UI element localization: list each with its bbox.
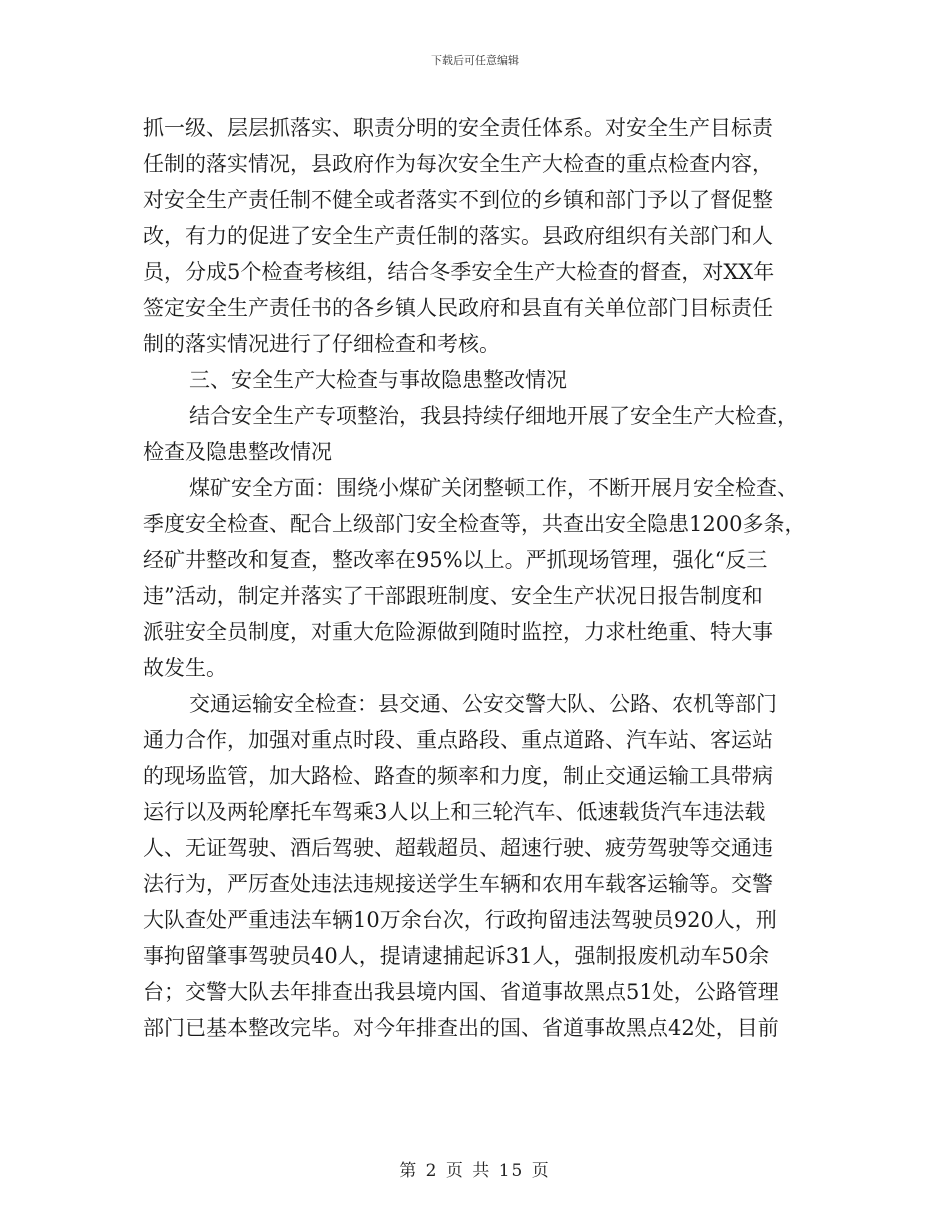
text-line: 交通运输安全检查：县交通、公安交警大队、公路、农机等部门: [189, 692, 777, 716]
text-line: 法行为，严厉查处违法违规接送学生车辆和农用车载客运输等。交警: [143, 872, 773, 896]
text-line: 结合安全生产专项整治，我县持续仔细地开展了安全生产大检查，: [189, 404, 798, 428]
text-line: 煤矿安全方面：围绕小煤矿关闭整顿工作，不断开展月安全检查、: [189, 476, 798, 500]
text-line: 三、安全生产大检查与事故隐患整改情况: [189, 368, 567, 392]
text-line: 经矿井整改和复查，整改率在95%以上。严抓现场管理，强化“反三: [143, 548, 768, 572]
text-line: 故发生。: [143, 656, 227, 680]
text-line: 人、无证驾驶、酒后驾驶、超载超员、超速行驶、疲劳驾驶等交通违: [143, 836, 773, 860]
text-line: 部门已基本整改完毕。对今年排查出的国、省道事故黑点42处，目前: [143, 1016, 779, 1040]
text-line: 检查及隐患整改情况: [143, 440, 332, 464]
text-line: 违”活动，制定并落实了干部跟班制度、安全生产状况日报告制度和: [143, 584, 763, 608]
text-line: 员，分成5个检查考核组，结合冬季安全生产大检查的督查，对XX年: [143, 260, 775, 284]
text-line: 签定安全生产责任书的各乡镇人民政府和县直有关单位部门目标责任: [143, 296, 773, 320]
document-body: [143, 110, 815, 1046]
text-line: 台；交警大队去年排查出我县境内国、省道事故黑点51处，公路管理: [143, 980, 779, 1004]
text-line: 抓一级、层层抓落实、职责分明的安全责任体系。对安全生产目标责: [143, 116, 773, 140]
text-line: 通力合作，加强对重点时段、重点路段、重点道路、汽车站、客运站: [143, 728, 773, 752]
text-line: 对安全生产责任制不健全或者落实不到位的乡镇和部门予以了督促整: [143, 188, 773, 212]
text-line: 制的落实情况进行了仔细检查和考核。: [143, 332, 500, 356]
page-footer: 第 2 页 共 15 页: [399, 1161, 551, 1181]
text-line: 事拘留肇事驾驶员40人，提请逮捕起诉31人，强制报废机动车50余: [143, 944, 770, 968]
text-line: 季度安全检查、配合上级部门安全检查等，共查出安全隐患1200多条，: [143, 512, 806, 536]
text-line: 大队查处严重违法车辆10万余台次，行政拘留违法驾驶员920人，刑: [143, 908, 777, 932]
text-line: 改，有力的促进了安全生产责任制的落实。县政府组织有关部门和人: [143, 224, 773, 248]
text-line: 运行以及两轮摩托车驾乘3人以上和三轮汽车、低速载货汽车违法载: [143, 800, 766, 824]
text-line: 任制的落实情况，县政府作为每次安全生产大检查的重点检查内容，: [143, 152, 773, 176]
text-line: 派驻安全员制度，对重大危险源做到随时监控，力求杜绝重、特大事: [143, 620, 773, 644]
text-line: 的现场监管，加大路检、路查的频率和力度，制止交通运输工具带病: [143, 764, 773, 788]
page-header: 下载后可任意编辑: [431, 54, 519, 67]
